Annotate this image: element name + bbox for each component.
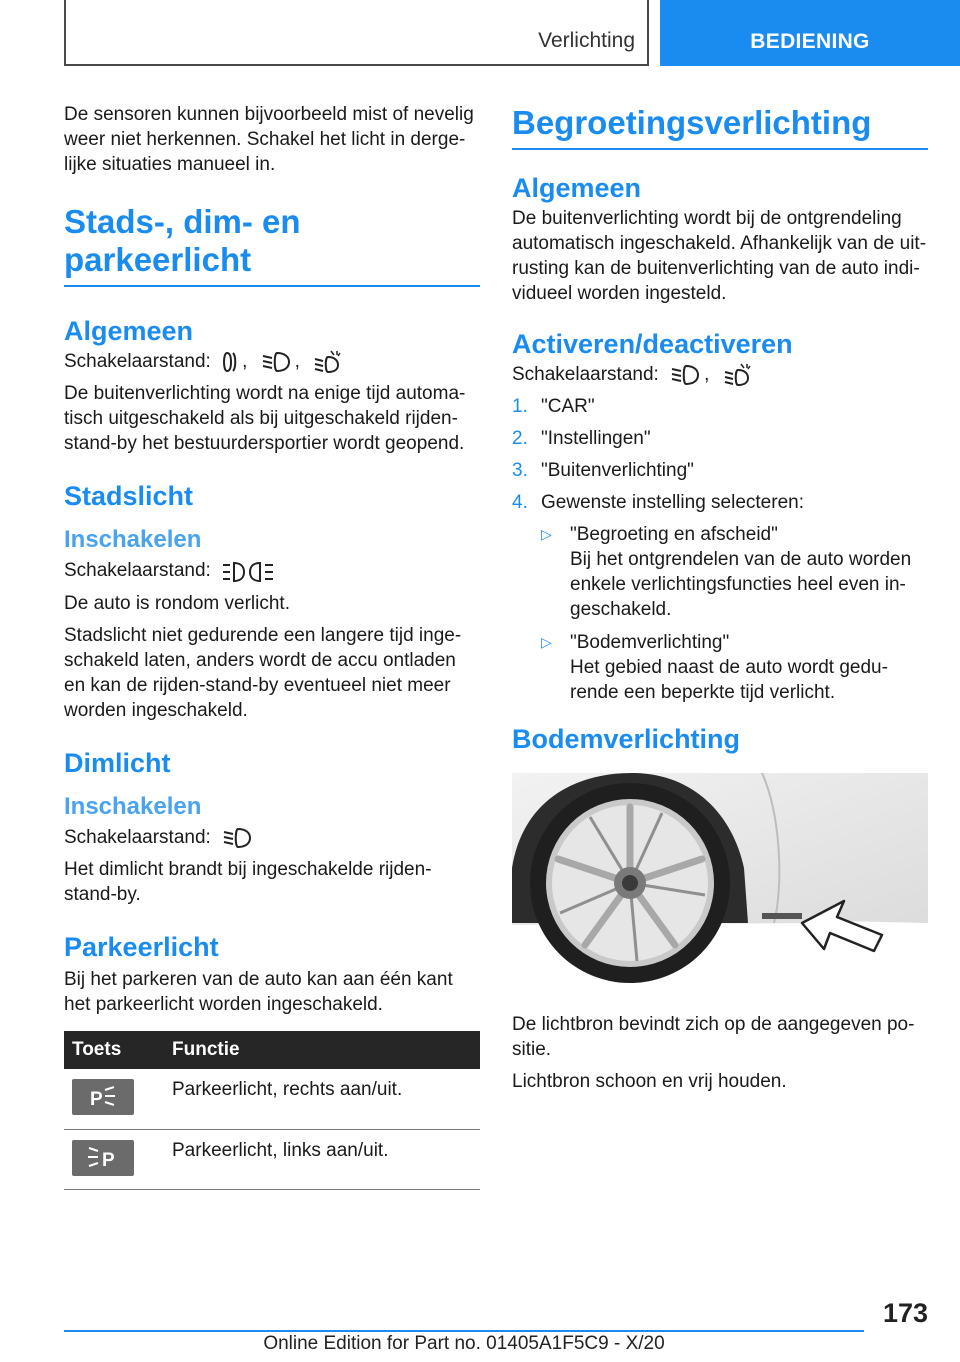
switch-positions-activeren-icons: , — [670, 362, 753, 387]
heading-stadslicht: Stadslicht — [64, 481, 194, 512]
switch-position-dimlicht-icons — [222, 825, 252, 850]
algemeen-paragraph: De buitenverlichting wordt na enige tijd automa-tisch uitgeschakeld als bij uitgeschakeld rijden-stand-by het bestuurdersportier wordt geopend. — [64, 383, 466, 455]
stadslicht-paragraph-2: Stadslicht niet gedurende een langere tijd inge-schakeld laten, anders wordt de accu ontladen en kan de rijden-stand-by eventueel niet meer worden ingeschakeld. — [64, 624, 462, 721]
section-title-stadslicht-dimlicht-parkeerlicht: Stads-, dim- en parkeerlicht — [64, 203, 480, 287]
switch-positions-line — [64, 349, 480, 374]
auto-light-icon — [313, 350, 343, 374]
bodemverlichting-paragraph-2: Lichtbron schoon en vrij houden. — [512, 1071, 787, 1093]
table-cell-function: Parkeerlicht, rechts aan/uit. — [164, 1069, 480, 1129]
switch-positions-activeren-line — [512, 362, 928, 387]
table-cell-function: Parkeerlicht, links aan/uit. — [164, 1129, 480, 1189]
header-section-box — [64, 0, 649, 66]
triangle-bullet-icon: ▷ — [541, 634, 552, 651]
list-item: 3. "Buitenverlichting" — [512, 460, 694, 482]
heading-activeren-deactiveren: Activeren/deactiveren — [512, 329, 793, 359]
switch-positions-label: Schakelaarstand: — [64, 351, 211, 372]
table-row — [64, 1069, 480, 1129]
footer-edition-text: Online Edition for Part no. 01405A1F5C9 - X/20 — [263, 1333, 665, 1354]
footer-divider — [64, 1330, 864, 1332]
heading-parkeerlicht: Parkeerlicht — [64, 932, 219, 963]
option-description-begroeting: Bij het ontgrendelen van de auto worden enkele verlichtingsfuncties heel even in-geschakeld. — [570, 549, 912, 621]
page-number: 173 — [882, 1298, 928, 1328]
right-column — [512, 102, 928, 1101]
car-wheel-puddle-light-photo — [512, 773, 928, 987]
low-beam-icon — [222, 826, 252, 850]
subheading-dimlicht-inschakelen: Inschakelen — [64, 792, 202, 820]
switch-positions-activeren-label: Schakelaarstand: — [512, 364, 659, 385]
table-header-toets: Toets — [64, 1031, 164, 1069]
left-column — [64, 102, 480, 1190]
list-item: 4. Gewenste instelling selecteren: — [512, 492, 804, 514]
parking-light-right-icon — [72, 1079, 134, 1115]
switch-position-stadslicht-line — [64, 558, 480, 583]
low-beam-icon — [261, 350, 291, 374]
switch-position-dimlicht-label: Schakelaarstand: — [64, 826, 211, 848]
header-section-title: Verlichting — [538, 29, 635, 52]
switch-position-stadslicht-label: Schakelaarstand: — [64, 560, 211, 582]
header-chapter-tab — [660, 0, 960, 66]
heading-bodemverlichting: Bodemverlichting — [512, 724, 741, 755]
option-item-bodemverlichting: ▷ "Bodemverlichting" — [541, 632, 730, 654]
list-item: 1. "CAR" — [512, 396, 595, 418]
option-description-bodemverlichting: Het gebied naast de auto wordt gedu-rende een beperkte tijd verlicht. — [570, 657, 888, 704]
table-cell-key — [64, 1069, 164, 1129]
switch-positions-icons: , , — [222, 349, 343, 374]
svg-text:P: P — [90, 1089, 103, 1110]
triangle-bullet-icon: ▷ — [541, 526, 552, 543]
list-item: 2. "Instellingen" — [512, 428, 651, 450]
heading-algemeen: Algemeen — [64, 316, 194, 346]
low-beam-icon — [670, 363, 700, 387]
header-chapter-label: BEDIENING — [750, 30, 870, 53]
table-header-functie: Functie — [164, 1031, 480, 1069]
svg-text:P: P — [102, 1149, 115, 1170]
intro-paragraph: De sensoren kunnen bijvoorbeeld mist of nevelig weer niet herkennen. Schakel het licht in derge-lijke situaties manueel in. — [64, 104, 474, 175]
table-row — [64, 1129, 480, 1189]
auto-light-icon — [723, 363, 753, 387]
table-header-row — [64, 1031, 480, 1069]
table-cell-key — [64, 1129, 164, 1189]
begroeting-algemeen-paragraph: De buitenverlichting wordt bij de ontgrendeling automatisch ingeschakeld. Afhankelijk van de uit-rusting kan de buitenverlichting van de auto indi-vidueel worden ingesteld. — [512, 208, 927, 304]
switch-position-dimlicht-line — [64, 825, 480, 850]
bodemverlichting-paragraph-1: De lichtbron bevindt zich op de aangegeven po-sitie. — [512, 1014, 915, 1061]
dimlicht-paragraph: Het dimlicht brandt bij ingeschakelde rijden-stand-by. — [64, 859, 432, 906]
steps-list — [512, 394, 928, 705]
option-item-begroeting: ▷ "Begroeting en afscheid" — [541, 524, 778, 546]
switch-position-stadslicht-icons — [222, 559, 274, 584]
parkeerlicht-table — [64, 1031, 480, 1190]
stadslicht-paragraph-1: De auto is rondom verlicht. — [64, 592, 290, 614]
parking-light-left-icon — [72, 1140, 134, 1176]
parkeerlicht-paragraph: Bij het parkeren van de auto kan aan één kant het parkeerlicht worden ingeschakeld. — [64, 969, 453, 1016]
parking-light-icon — [222, 560, 274, 584]
subheading-stadslicht-inschakelen: Inschakelen — [64, 526, 202, 554]
lights-off-icon — [222, 350, 238, 374]
heading-dimlicht: Dimlicht — [64, 747, 171, 778]
section-title-begroetingsverlichting: Begroetingsverlichting — [512, 104, 928, 150]
heading-algemeen-begroeting: Algemeen — [512, 173, 642, 203]
